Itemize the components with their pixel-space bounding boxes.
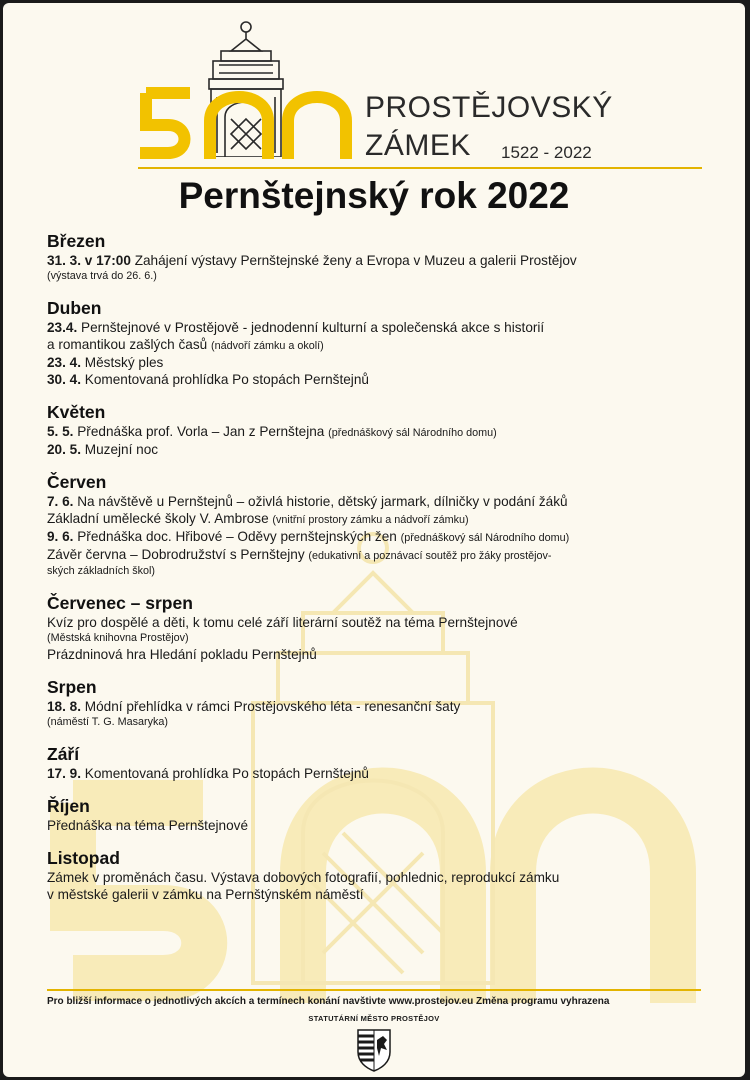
event-text: Přednáška doc. Hřibové – Oděvy pernštejnských žen xyxy=(77,529,397,544)
logo-years: 1522 - 2022 xyxy=(501,143,592,162)
event-item xyxy=(47,252,715,269)
event-text: Komentovaná prohlídka Po stopách Pernštejnů xyxy=(84,372,369,387)
event-text: Muzejní noc xyxy=(84,442,159,457)
event-note: (náměstí T. G. Masaryka) xyxy=(47,716,168,728)
month-title: Říjen xyxy=(47,796,90,816)
event-note: (výstava trvá do 26. 6.) xyxy=(47,270,157,282)
event-text: Na návštěvě u Pernštejnů – oživlá historie, dětský jarmark, dílničky v podání žáků xyxy=(77,494,568,509)
event-text: Městský ples xyxy=(84,355,164,370)
event-item xyxy=(47,817,715,834)
event-item xyxy=(47,528,715,546)
event-item xyxy=(47,493,715,510)
event-item xyxy=(47,441,715,458)
event-item xyxy=(47,371,715,388)
event-item xyxy=(47,614,715,631)
month-title: Listopad xyxy=(47,848,120,868)
month-title: Duben xyxy=(47,298,102,318)
event-item xyxy=(47,869,715,886)
header-rule xyxy=(138,167,702,169)
logo-line2: ZÁMEK xyxy=(365,129,471,162)
event-note: (nádvoří zámku a okolí) xyxy=(210,340,324,352)
month-kveten xyxy=(47,402,715,458)
event-date: 9. 6. xyxy=(47,529,74,544)
month-title: Srpen xyxy=(47,677,97,697)
program-list xyxy=(47,231,715,917)
logo-500-mark xyxy=(138,87,363,159)
event-text-2: v městské galerii v zámku na Pernštýnském náměstí xyxy=(47,887,364,902)
event-item xyxy=(47,423,715,441)
event-item xyxy=(47,646,715,663)
event-date: 5. 5. xyxy=(47,424,74,439)
month-rijen xyxy=(47,796,715,834)
month-zari xyxy=(47,744,715,782)
event-note: (přednáškový sál Národního domu) xyxy=(400,532,570,544)
event-text: Pernštejnové v Prostějově - jednodenní kulturní a společenská akce s historií xyxy=(81,320,545,335)
event-text: Módní přehlídka v rámci Prostějovského léta - renesanční šaty xyxy=(84,699,461,714)
month-title: Červen xyxy=(47,472,107,492)
event-text: Zahájení výstavy Pernštejnské ženy a Evropa v Muzeu a galerii Prostějov xyxy=(134,253,577,268)
event-text-2: Základní umělecké školy V. Ambrose xyxy=(47,511,269,526)
city-crest-icon xyxy=(356,1028,392,1072)
event-note: (vnitřní prostory zámku a nádvoří zámku) xyxy=(272,514,469,526)
event-note: (přednáškový sál Národního domu) xyxy=(328,427,497,439)
month-title: Květen xyxy=(47,402,106,422)
footer-rule xyxy=(47,989,701,991)
event-date: 23.4. xyxy=(47,320,78,335)
logo-line1: PROSTĚJOVSKÝ xyxy=(365,91,613,124)
event-item-cont xyxy=(47,886,715,903)
event-date: 7. 6. xyxy=(47,494,74,509)
event-date: 18. 8. xyxy=(47,699,82,714)
event-item xyxy=(47,765,715,782)
event-item-cont xyxy=(47,336,715,354)
month-duben xyxy=(47,298,715,388)
event-date: 23. 4. xyxy=(47,355,82,370)
month-brezen xyxy=(47,231,715,284)
event-note: (Městská knihovna Prostějov) xyxy=(47,632,189,644)
month-title: Červenec – srpen xyxy=(47,593,193,613)
event-date: 31. 3. v 17:00 xyxy=(47,253,131,268)
page-title: Pernštejnský rok 2022 xyxy=(178,175,570,216)
logo-number: 500 xyxy=(138,87,140,88)
month-title: Březen xyxy=(47,231,106,251)
month-cervenec-srpen xyxy=(47,593,715,663)
event-text: Přednáška na téma Pernštejnové xyxy=(47,818,249,833)
event-item xyxy=(47,319,715,336)
header xyxy=(3,3,745,216)
event-item xyxy=(47,354,715,371)
event-note-cont: ských základních škol) xyxy=(47,565,156,577)
event-text: Přednáška prof. Vorla – Jan z Pernštejna xyxy=(77,424,325,439)
month-srpen xyxy=(47,677,715,730)
footer-info: Pro bližší informace o jednotlivých akcích a termínech konání navštivte www.prostejov.eu Změna programu vyhrazena xyxy=(47,996,610,1007)
month-listopad xyxy=(47,848,715,903)
event-text: Závěr června – Dobrodružství s Pernštejny xyxy=(47,547,305,562)
event-date: 17. 9. xyxy=(47,766,82,781)
event-text: Prázdninová hra Hledání pokladu Pernštejnů xyxy=(47,647,317,662)
event-text-2: a romantikou zašlých časů xyxy=(47,337,208,352)
month-cerven xyxy=(47,472,715,579)
event-text: Komentovaná prohlídka Po stopách Pernštejnů xyxy=(84,766,369,781)
poster xyxy=(3,3,745,1077)
event-item xyxy=(47,698,715,715)
event-date: 20. 5. xyxy=(47,442,82,457)
event-text: Zámek v proměnách času. Výstava dobových fotografií, pohlednic, reprodukcí zámku xyxy=(47,870,560,885)
event-note: (edukativní a poznávací soutěž pro žáky prostějov- xyxy=(308,550,552,562)
event-item-cont xyxy=(47,510,715,528)
month-title: Září xyxy=(47,744,80,764)
event-text: Kvíz pro dospělé a děti, k tomu celé září literární soutěž na téma Pernštejnové xyxy=(47,615,518,630)
footer-city: STATUTÁRNÍ MĚSTO PROSTĚJOV xyxy=(308,1014,440,1023)
event-date: 30. 4. xyxy=(47,372,82,387)
event-item xyxy=(47,546,715,564)
